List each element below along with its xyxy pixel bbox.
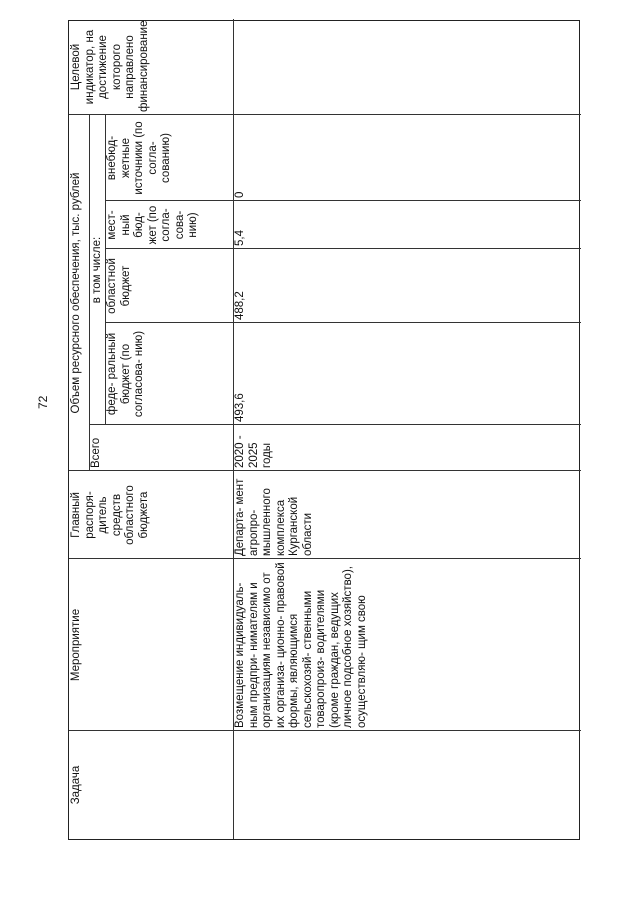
row-activity: Возмещение индивидуаль- ным предпри- нимателям и организациям независимо от их организа- ционно- правовой формы, являющимся сельскохозяй- ственными товаропроиз- водителями (кроме граждан, ведущих личное подсобное хозяйство), осуществляю- щим свою — [234, 562, 368, 728]
resource-table — [68, 20, 580, 840]
header-including: в том числе: — [91, 236, 103, 304]
header-regional: областной бюджет — [106, 258, 132, 314]
row-local: 0 — [234, 191, 246, 198]
header-total: Всего — [90, 437, 102, 468]
row-federal: 488,2 — [234, 291, 246, 320]
row-regional: 5,4 — [234, 230, 246, 246]
header-volume: Объем ресурсного обеспечения, тыс. рублей — [70, 172, 82, 414]
row-manager: Департа- мент агропро- мышленного комплекса Курганской области — [234, 478, 314, 556]
header-extra: внебюд- жетные источники (по согла- сованию) — [106, 121, 172, 195]
row-task — [233, 731, 581, 839]
header-local: мест- ный бюд- жет (по согла- сова- нию) — [106, 205, 199, 245]
header-target: Целевой индикатор, на достижение которого направлено финансирование — [70, 20, 150, 112]
header-manager: Главный распоря- дитель средств областного бюджета — [70, 485, 150, 545]
header-federal: феде- ральный бюджет (по согласова- нию) — [106, 330, 145, 418]
page-number: 72 — [36, 395, 50, 409]
row-extra-and-target — [233, 19, 581, 115]
row-period: 2020 - 2025 годы — [234, 435, 273, 468]
header-task: Задача — [70, 765, 82, 805]
header-activity: Мероприятие — [70, 608, 82, 682]
row-total: 493,6 — [234, 393, 246, 422]
